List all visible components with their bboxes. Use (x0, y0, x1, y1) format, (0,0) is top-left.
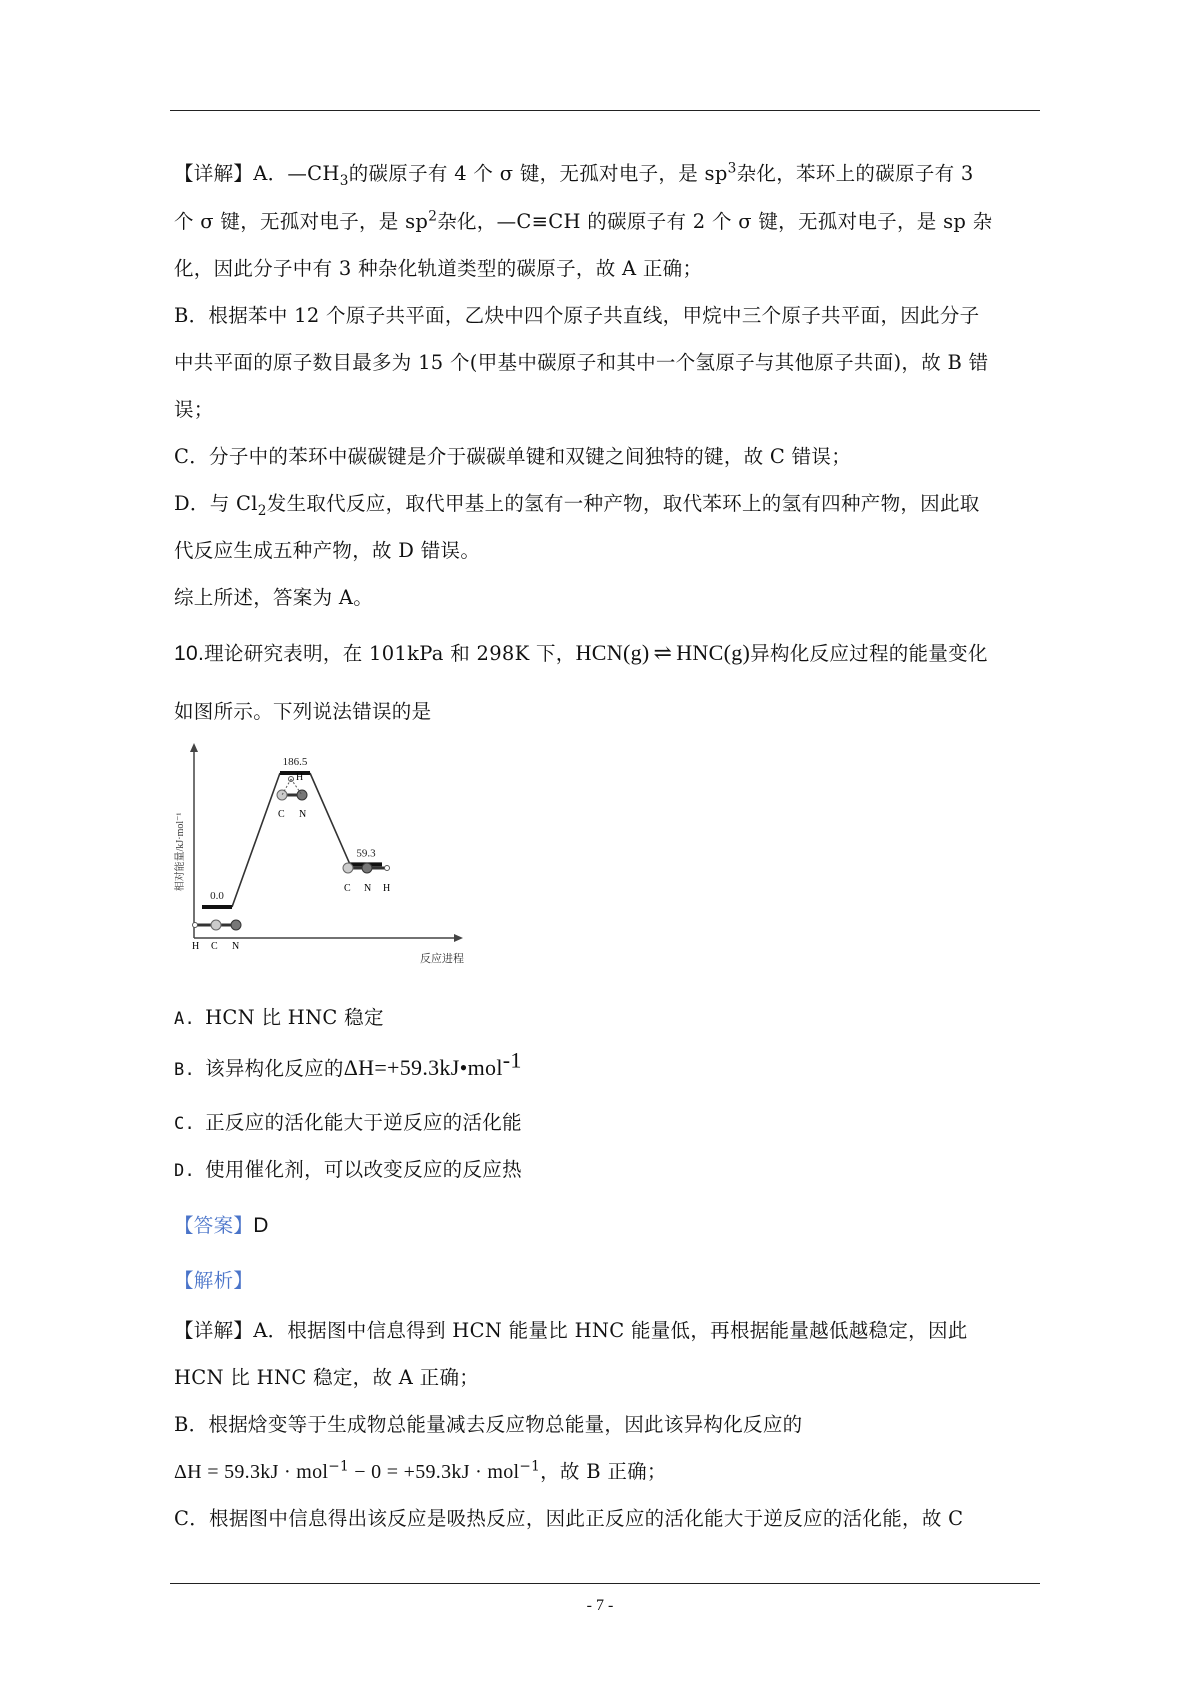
atom-label-c-3: C (344, 883, 351, 894)
explain-line-5: C．根据图中信息得出该反应是吸热反应，因此正反应的活化能大于逆反应的活化能，故 C (174, 1507, 964, 1530)
explain-line-4: ΔH = 59.3kJ · mol$^{-1}$ − 0 = +59.3kJ · mol$^{-1}$，故 B 正确； (174, 1458, 667, 1483)
explain-line-1: 【详解】A．根据图中信息得到 HCN 能量比 HNC 能量低，再根据能量越低越稳定，因此 (174, 1319, 968, 1342)
explain-line-3: B．根据焓变等于生成物总能量减去反应物总能量，因此该异构化反应的 (174, 1413, 803, 1436)
energy-diagram (170, 740, 470, 970)
prev-line-1: 【详解】A．$—CH_3$的碳原子有 4 个 σ 键，无孤对电子，是 $sp^3$杂化，苯环上的碳原子有 3 (174, 160, 974, 189)
answer-line (174, 1210, 269, 1238)
prev-line-3: 化，因此分子中有 3 种杂化轨道类型的碳原子，故 A 正确； (174, 257, 703, 280)
atom-label-h-1: H (192, 941, 200, 952)
prev-line-10: 综上所述，答案为 A。 (174, 586, 374, 609)
prev-line-5: 中共平面的原子数目最多为 15 个(甲基中碳原子和其中一个氢原子与其他原子共面)，故 B 错 (174, 351, 989, 374)
header-rule (170, 110, 1040, 111)
explain-line-2: HCN 比 HNC 稳定，故 A 正确； (174, 1366, 480, 1389)
option-c: C. 正反应的活化能大于逆反应的活化能 (174, 1111, 522, 1134)
atom-label-n-1: N (232, 941, 240, 952)
molecule-hnc (343, 863, 390, 894)
atom-label-c-1: C (211, 941, 218, 952)
y-axis-arrow (190, 743, 198, 752)
question-stem-line-1: 10.理论研究表明，在 101kPa 和 298K 下，HCN(g) ⇌ HNC(g)异构化反应过程的能量变化 (174, 640, 988, 665)
option-b: B. 该异构化反应的ΔH=+59.3kJ•mol$^{-1}$ (174, 1047, 522, 1080)
atom-label-h-2: H (296, 772, 304, 783)
prev-line-9: 代反应生成五种产物，故 D 错误。 (174, 539, 481, 562)
prev-line-4: B．根据苯中 12 个原子共平面，乙炔中四个原子共直线，甲烷中三个原子共平面，因此分子 (174, 304, 980, 327)
level-label-1: 186.5 (282, 756, 308, 768)
x-axis-label: 反应进程 (420, 953, 464, 965)
atom-label-h-3: H (383, 883, 391, 894)
prev-line-6: 误； (174, 398, 214, 421)
atom-label-n-3: N (364, 883, 372, 894)
prev-line-8: D．与 $Cl_2$发生取代反应，取代甲基上的氢有一种产物，取代苯环上的氢有四种产物，因此取 (174, 492, 980, 519)
molecule-transition-state (277, 772, 307, 820)
atom-label-c-2: C (278, 809, 285, 820)
footer-rule (170, 1583, 1040, 1584)
page-number: - 7 - (586, 1597, 614, 1614)
question-stem-line-2: 如图所示。下列说法错误的是 (174, 700, 432, 723)
option-d: D. 使用催化剂，可以改变反应的反应热 (174, 1158, 522, 1181)
level-label-2: 59.3 (356, 847, 376, 860)
question-number: 10. (174, 642, 205, 665)
atom-label-n-2: N (299, 809, 307, 820)
x-axis-arrow (454, 934, 463, 942)
prev-line-2: 个 σ 键，无孤对电子，是 $sp^2$杂化，—C≡CH 的碳原子有 2 个 σ 键，无孤对电子，是 sp 杂 (174, 208, 993, 233)
molecule-hcn (192, 920, 241, 952)
prev-line-7: C．分子中的苯环中碳碳键是介于碳碳单键和双键之间独特的键，故 C 错误； (174, 445, 852, 468)
analysis-label: 【解析】 (174, 1269, 254, 1292)
answer-label: 【答案】 (174, 1214, 254, 1237)
option-a: A. HCN 比 HNC 稳定 (174, 1006, 384, 1029)
reaction-path (232, 773, 350, 907)
level-label-0: 0.0 (210, 890, 224, 902)
y-axis-label: 相对能量/kJ·mol⁻¹ (175, 812, 186, 892)
answer-value: D (253, 1214, 269, 1237)
